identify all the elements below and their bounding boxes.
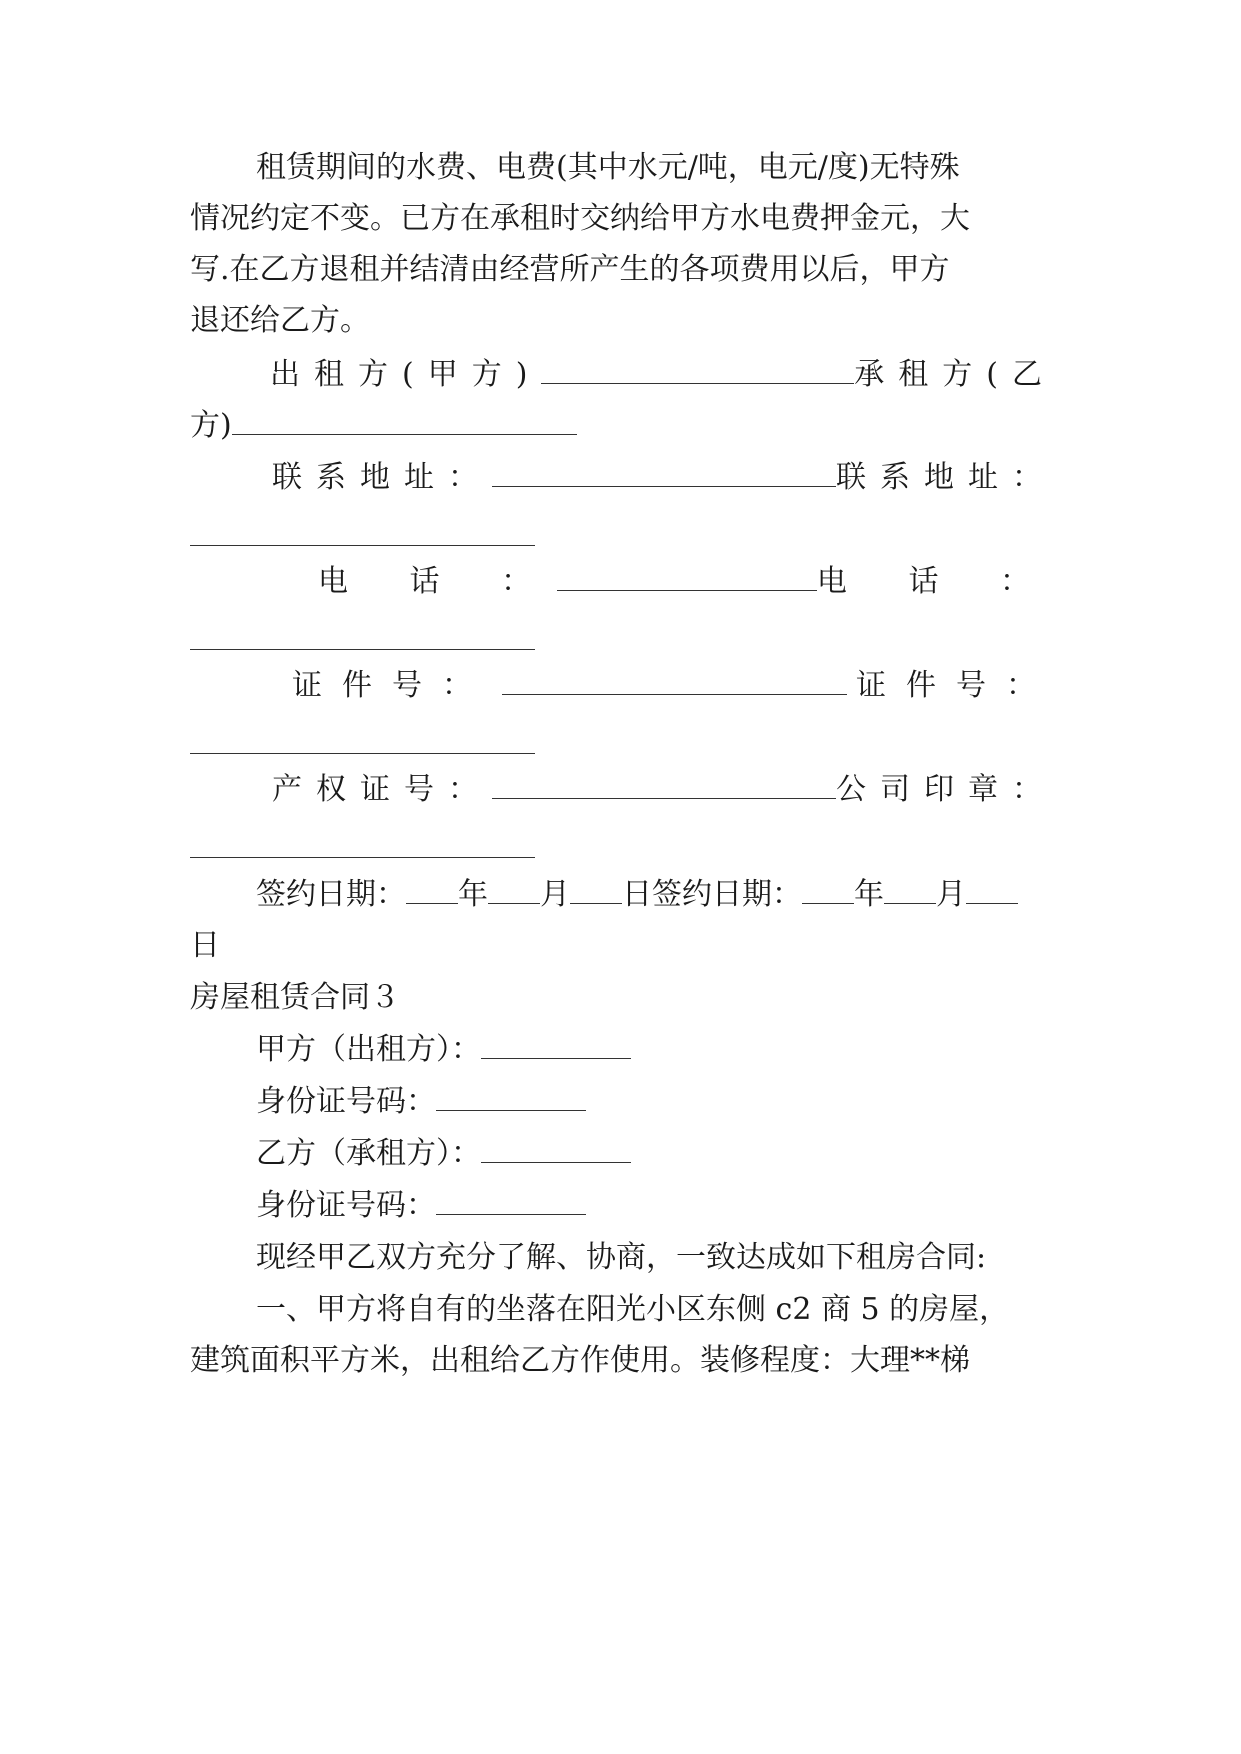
lessor-lessee-row xyxy=(270,355,1056,395)
phone-label-b: 电 话 ： xyxy=(816,564,1056,599)
id-label-a: 证件号： xyxy=(292,668,492,703)
lessor-label: 出租方(甲方) xyxy=(270,357,542,392)
paragraph-line: 写.在乙方退租并结清由经营所产生的各项费用以后，甲方 xyxy=(190,252,950,287)
phone-blank-a xyxy=(557,564,817,591)
lessee-label: 承租方(乙 xyxy=(854,357,1056,392)
paragraph-line: 退还给乙方。 xyxy=(190,303,370,338)
phone-row xyxy=(318,562,1056,602)
text: 租赁期间的水费、电费(其中水元/吨，电元/度)无特殊 xyxy=(256,150,960,185)
year-label-b: 年 xyxy=(854,877,884,912)
lessee-label-cont: 方) xyxy=(190,408,232,443)
seal-label: 公司印章： xyxy=(836,772,1056,807)
contract-title: 房屋租赁合同３ xyxy=(190,980,400,1015)
year-label: 年 xyxy=(458,877,488,912)
party-a-blank xyxy=(481,1032,631,1059)
party-b-label: 乙方（承租方）： xyxy=(256,1136,481,1171)
intro-line: 现经甲乙双方充分了解、协商，一致达成如下租房合同: xyxy=(256,1240,987,1275)
party-b-row xyxy=(256,1134,1056,1174)
property-row xyxy=(272,770,1056,810)
address-label-b: 联系地址： xyxy=(836,460,1056,495)
seal-blank xyxy=(190,857,535,858)
lessee-label-cont-row xyxy=(190,406,1056,446)
id-blank-a xyxy=(502,668,847,695)
id-b-blank xyxy=(436,1188,586,1215)
id-a-blank xyxy=(436,1084,586,1111)
id-row xyxy=(292,666,1056,706)
id-blank-b xyxy=(190,753,535,754)
sign-date-row xyxy=(256,875,1056,915)
lessee-blank xyxy=(232,408,577,435)
party-a-label: 甲方（出租方）： xyxy=(256,1032,481,1067)
sign-date-label: 签约日期： xyxy=(256,877,406,912)
id-a-row xyxy=(256,1082,1056,1122)
id-a-label: 身份证号码： xyxy=(256,1084,436,1119)
property-label: 产权证号： xyxy=(272,772,492,807)
day-sign-label: 日签约日期： xyxy=(622,877,802,912)
property-blank xyxy=(492,772,836,799)
party-b-blank xyxy=(481,1136,631,1163)
address-label-a: 联系地址： xyxy=(272,460,492,495)
month-blank-b xyxy=(884,877,936,904)
day-blank-b xyxy=(966,877,1018,904)
paragraph-line xyxy=(256,148,1056,188)
phone-blank-b xyxy=(190,649,535,650)
id-b-row xyxy=(256,1186,1056,1226)
clause1-line2: 建筑面积平方米，出租给乙方作使用。装修程度：大理**梯 xyxy=(190,1343,970,1378)
paragraph-line: 情况约定不变。已方在承租时交纳给甲方水电费押金元，大 xyxy=(190,201,970,236)
year-blank-b xyxy=(802,877,854,904)
address-row xyxy=(272,458,1056,498)
address-blank-b xyxy=(190,545,535,546)
id-label-b: 证件号： xyxy=(856,668,1056,703)
day-label: 日 xyxy=(190,928,220,963)
id-b-label: 身份证号码： xyxy=(256,1188,436,1223)
year-blank xyxy=(406,877,458,904)
day-blank xyxy=(570,877,622,904)
party-a-row xyxy=(256,1030,1056,1070)
month-label: 月 xyxy=(540,877,570,912)
month-blank xyxy=(488,877,540,904)
address-blank-a xyxy=(492,460,836,487)
lessor-blank xyxy=(541,357,854,384)
clause1-line1: 一、甲方将自有的坐落在阳光小区东侧 c2 商 5 的房屋， xyxy=(256,1292,1010,1327)
phone-label-a: 电 话 ： xyxy=(318,564,558,599)
month-label-b: 月 xyxy=(936,877,966,912)
